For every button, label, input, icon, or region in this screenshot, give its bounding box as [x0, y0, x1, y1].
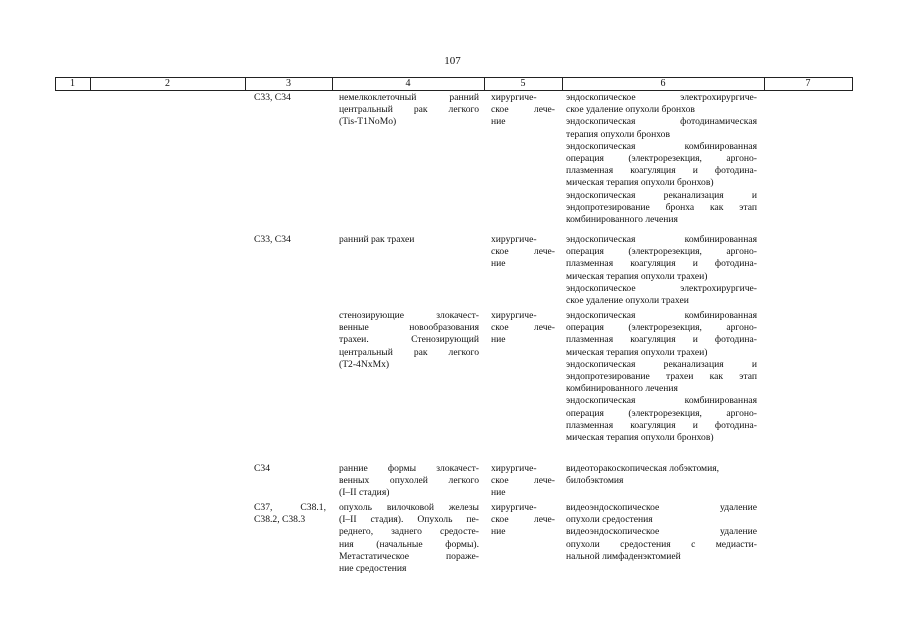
cell-line: ние: [491, 526, 506, 538]
cell-method: [566, 92, 757, 226]
cell-treatment-type: [491, 502, 555, 539]
cell-line: C38.2, C38.3: [254, 514, 306, 526]
cell-line: опухоли средостения с медиасти-: [566, 538, 757, 550]
cell-code: [254, 502, 326, 526]
cell-line: комбинированного лечения: [566, 214, 678, 226]
cell-line: (I–II стадия). Опухоль пе-: [339, 514, 479, 526]
cell-line: ранний рак трахеи: [339, 234, 415, 245]
header-col-2: 2: [165, 78, 170, 89]
cell-line: мическая терапия опухоли бронхов): [566, 432, 714, 444]
cell-line: центральный рак легкого: [339, 104, 479, 116]
page-number: 107: [444, 55, 461, 67]
cell-line: немелкоклеточный ранний: [339, 92, 479, 103]
cell-method: [566, 234, 757, 307]
cell-line: операция (электрорезекция, аргоно-: [566, 153, 757, 165]
cell-line: плазменная коагуляция и фотодина-: [566, 258, 757, 270]
cell-line: операция (электрорезекция, аргоно-: [566, 246, 757, 258]
cell-line: ское лече-: [491, 104, 555, 116]
cell-line: центральный рак легкого: [339, 346, 479, 358]
cell-method: [566, 310, 757, 444]
header-col-3: 3: [286, 78, 291, 89]
cell-treatment-type: [491, 463, 555, 500]
cell-treatment-type: [491, 310, 555, 347]
cell-line: видеоэндоскопическое удаление: [566, 526, 757, 538]
cell-line: C33, C34: [254, 92, 291, 103]
header-col-5: 5: [520, 78, 526, 89]
cell-line: эндопротезирование бронха как этап: [566, 201, 757, 213]
cell-line: ское лече-: [491, 475, 555, 487]
cell-method: [566, 502, 757, 563]
cell-line: эндоскопическая комбинированная: [566, 310, 757, 321]
cell-line: хирургиче-: [491, 92, 537, 103]
cell-line: эндоскопическое электрохирургиче-: [566, 92, 757, 103]
cell-line: хирургиче-: [491, 234, 537, 245]
cell-line: терапия опухоли бронхов: [566, 128, 670, 140]
cell-method: [566, 463, 757, 487]
header-col-1: 1: [70, 78, 75, 89]
cell-line: плазменная коагуляция и фотодина-: [566, 334, 757, 346]
cell-line: хирургиче-: [491, 463, 537, 474]
cell-line: ское удаление опухоли бронхов: [566, 104, 695, 116]
cell-line: ние: [491, 116, 506, 128]
cell-line: эндоскопическая комбинированная: [566, 140, 757, 152]
cell-line: венных опухолей легкого: [339, 475, 479, 487]
cell-line: эндоскопическая комбинированная: [566, 234, 757, 245]
cell-line: эндоскопическое электрохирургиче-: [566, 282, 757, 294]
cell-line: стенозирующие злокачест-: [339, 310, 479, 321]
cell-code: [254, 92, 326, 104]
cell-line: плазменная коагуляция и фотодина-: [566, 419, 757, 431]
cell-diagnosis: [339, 502, 479, 575]
header-bottom-rule: [55, 90, 853, 91]
cell-line: видеоторакоскопическая лобэктомия,: [566, 463, 720, 474]
cell-line: C34: [254, 463, 270, 474]
cell-line: ния (начальные формы).: [339, 538, 479, 550]
header-col-4: 4: [405, 78, 411, 89]
cell-line: ское лече-: [491, 322, 555, 334]
cell-line: эндоскопическая реканализация и: [566, 189, 757, 201]
cell-line: эндоскопическая комбинированная: [566, 395, 757, 407]
header-col-6: 6: [660, 78, 666, 89]
cell-line: ское удаление опухоли трахеи: [566, 295, 689, 307]
cell-line: эндоскопическая фотодинамическая: [566, 116, 757, 128]
cell-diagnosis: [339, 92, 479, 129]
cell-line: ние: [491, 334, 506, 346]
cell-line: мическая терапия опухоли трахеи): [566, 346, 708, 358]
cell-code: [254, 463, 326, 475]
cell-line: (I–II стадия): [339, 487, 390, 499]
cell-line: ранние формы злокачест-: [339, 463, 479, 474]
cell-line: ние средостения: [339, 563, 407, 575]
cell-treatment-type: [491, 92, 555, 129]
cell-line: опухоли средостения: [566, 514, 653, 526]
cell-line: операция (электрорезекция, аргоно-: [566, 407, 757, 419]
header-col-7: 7: [805, 78, 811, 89]
header-divider: [852, 78, 853, 90]
cell-line: (T2-4NxMx): [339, 358, 390, 370]
cell-line: плазменная коагуляция и фотодина-: [566, 165, 757, 177]
cell-line: C33, C34: [254, 234, 291, 245]
cell-line: хирургиче-: [491, 310, 537, 321]
cell-line: комбинированного лечения: [566, 383, 678, 395]
cell-line: реднего, заднего средосте-: [339, 526, 479, 538]
cell-line: операция (электрорезекция, аргоно-: [566, 322, 757, 334]
cell-diagnosis: [339, 234, 479, 246]
cell-diagnosis: [339, 310, 479, 371]
cell-line: ние: [491, 487, 506, 499]
cell-diagnosis: [339, 463, 479, 500]
cell-line: эндоскопическая реканализация и: [566, 358, 757, 370]
cell-line: опухоль вилочковой железы: [339, 502, 479, 513]
cell-line: ское лече-: [491, 514, 555, 526]
cell-line: венные новообразования: [339, 322, 479, 334]
cell-treatment-type: [491, 234, 555, 271]
cell-line: эндопротезирование трахеи как этап: [566, 371, 757, 383]
cell-line: Метастатическое пораже-: [339, 550, 479, 562]
cell-line: (Tis-T1NoMo): [339, 116, 397, 128]
cell-line: видеоэндоскопическое удаление: [566, 502, 757, 513]
cell-line: хирургиче-: [491, 502, 537, 513]
cell-line: трахеи. Стенозирующий: [339, 334, 479, 346]
cell-code: [254, 234, 326, 246]
cell-line: ское лече-: [491, 246, 555, 258]
cell-line: C37, C38.1,: [254, 502, 326, 513]
cell-line: билобэктомия: [566, 475, 624, 487]
cell-line: мическая терапия опухоли трахеи): [566, 270, 708, 282]
cell-line: мическая терапия опухоли бронхов): [566, 177, 714, 189]
cell-line: ние: [491, 258, 506, 270]
cell-line: нальной лимфаденэктомией: [566, 550, 681, 562]
